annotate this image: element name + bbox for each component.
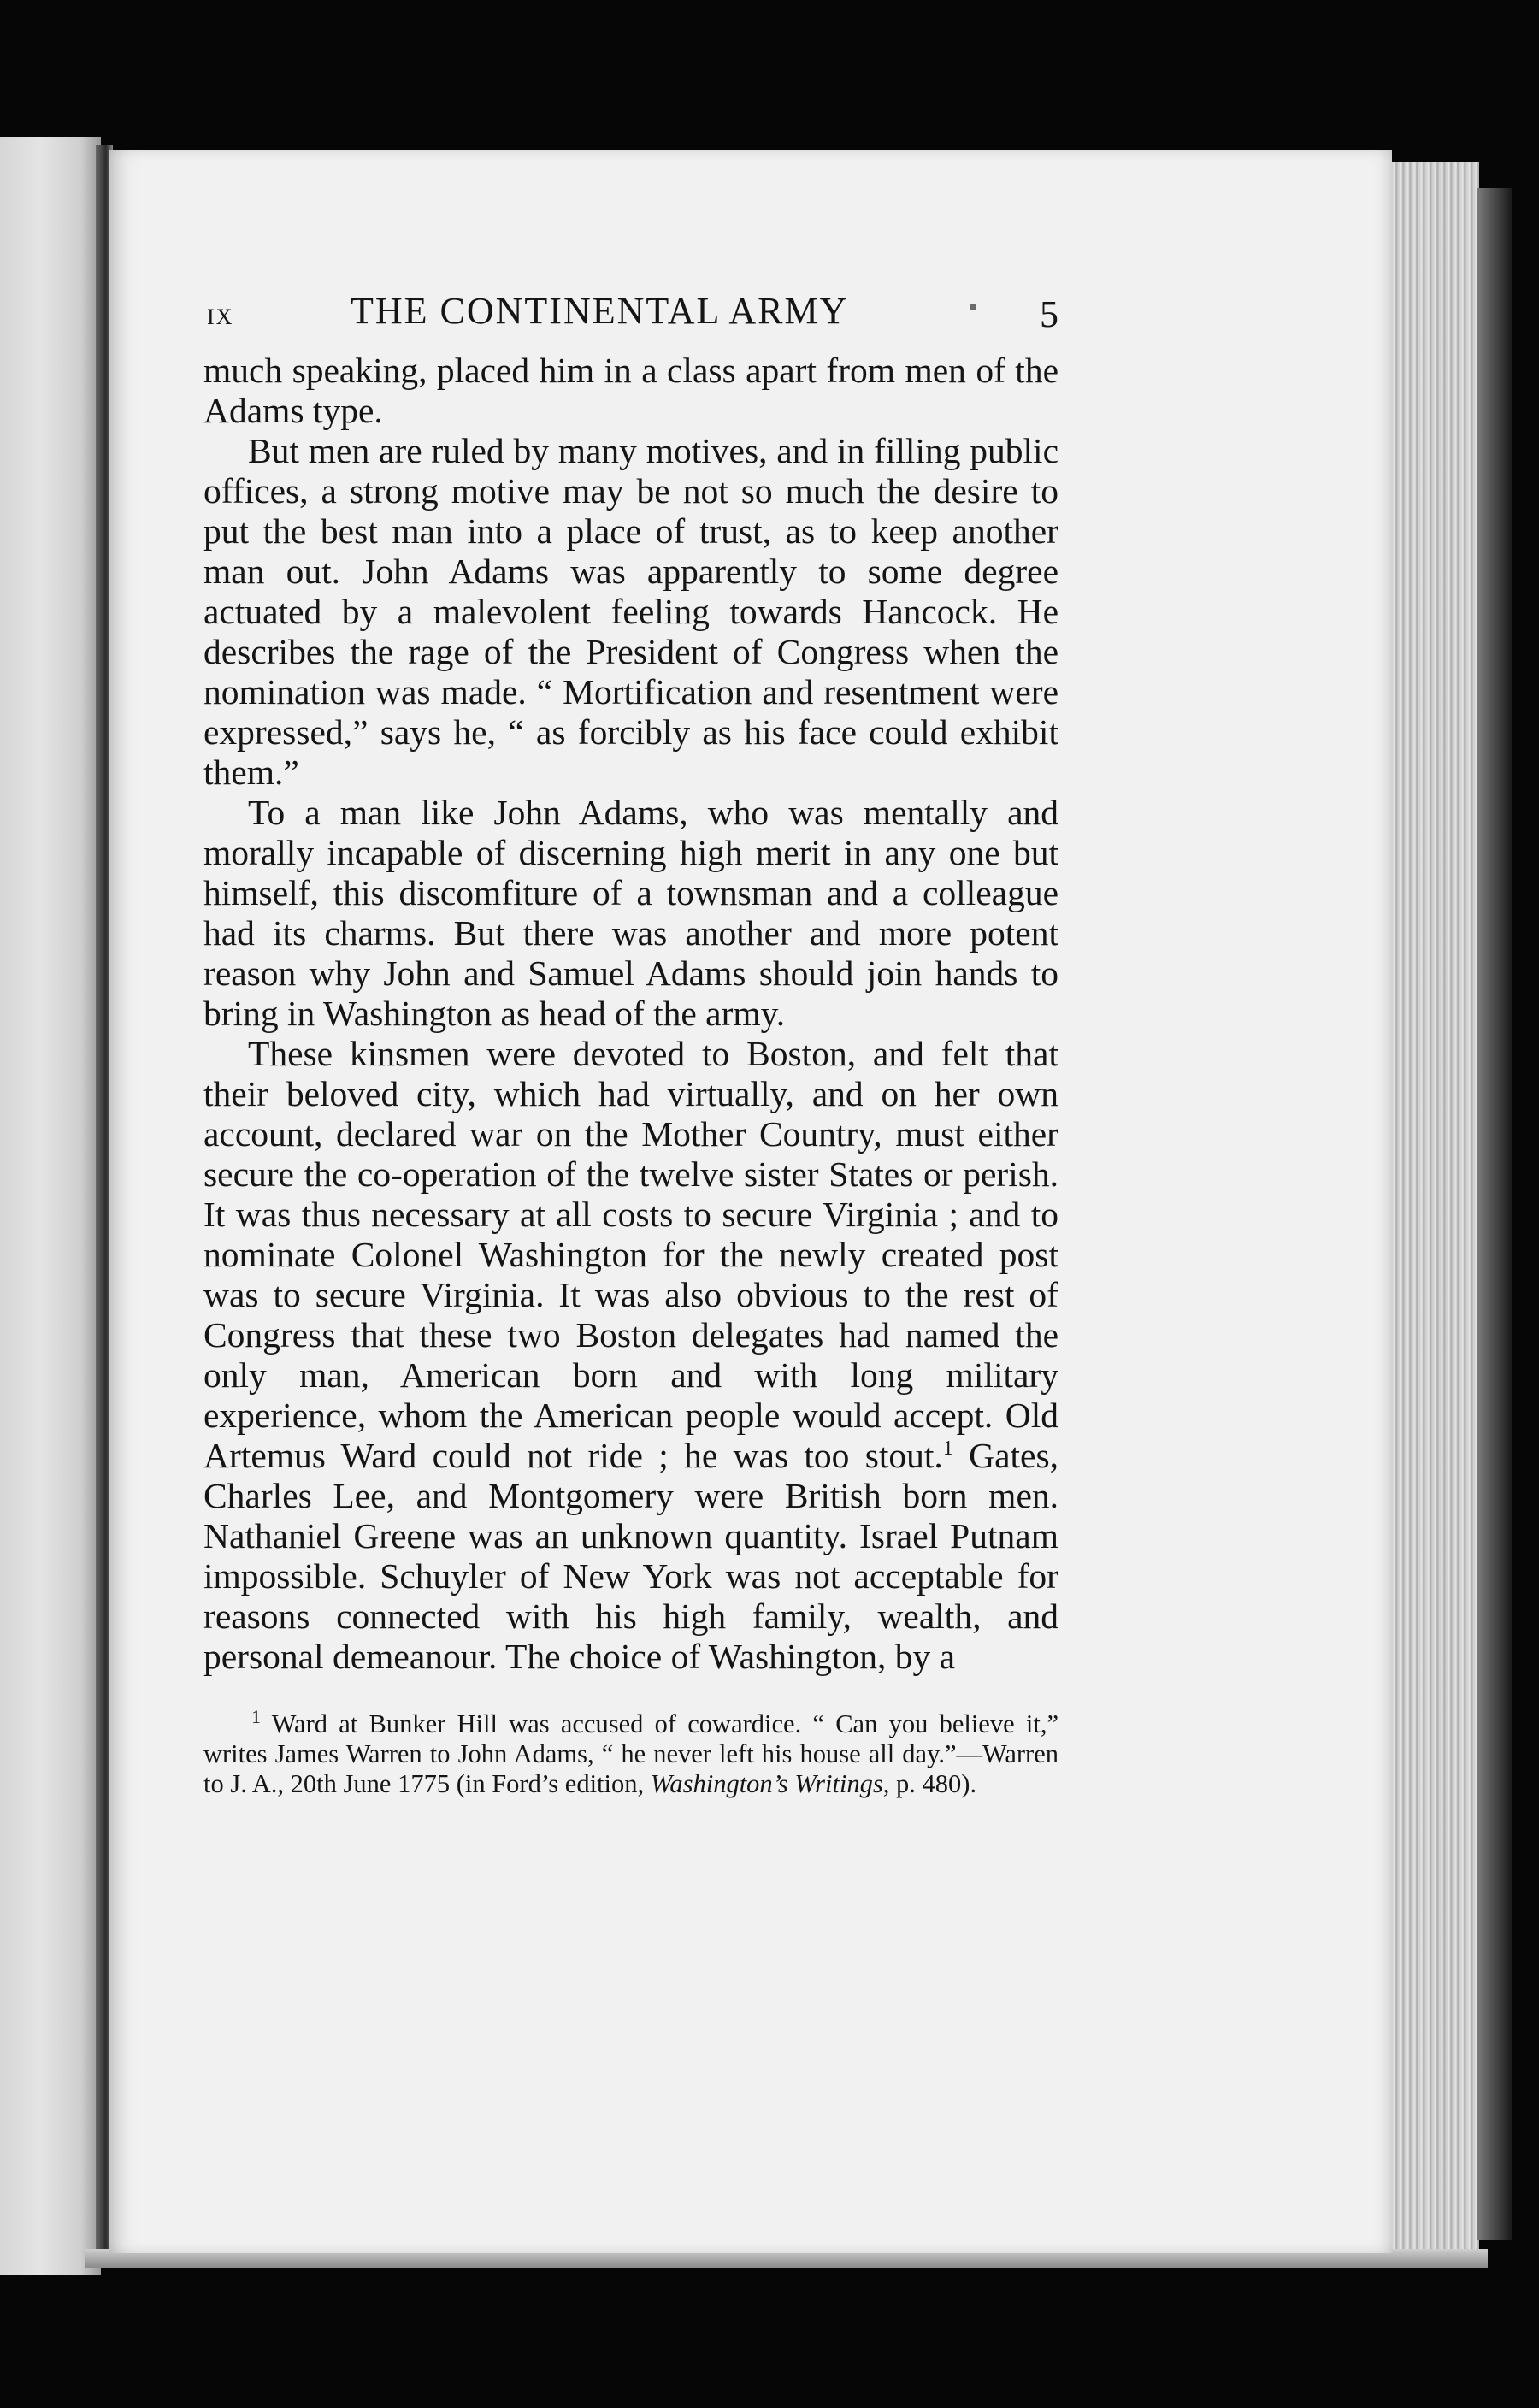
footnote-book-title: Washington’s Writings <box>650 1769 883 1798</box>
chapter-number: IX <box>207 304 234 329</box>
footnote-text: , p. 480). <box>882 1769 977 1798</box>
page-number: 5 <box>1040 293 1058 335</box>
running-head <box>203 282 1058 342</box>
page-text-block <box>203 282 1058 1799</box>
paragraph-text: These kinsmen were devoted to Boston, and felt that their beloved city, which had virtually, and on her own account, declared war on the Mother Country, must either secure the co-operation of the twelve sister States or perish. It was thus necessary at all costs to secure Virginia ; and to nominate Colonel Washington for the newly created post was to secure Virginia. It was also obvious to the rest of Congress that these two Boston delegates had named the only man, American born and with long military experience, whom the American people would accept. Old Artemus Ward could not ride ; he was too stout. <box>203 1034 1058 1475</box>
page-block-edges <box>1385 162 1479 2258</box>
paragraph: much speaking, placed him in a class apart from men of the Adams type. <box>203 351 1058 430</box>
footnote <box>203 1705 1058 1799</box>
book-edge-shadow <box>1477 188 1512 2240</box>
footnote-text: Ward at Bunker Hill was accused of cowardice. “ Can you believe it,” writes James Warren to John Adams, “ he never left his house all day.”—Warren to J. A., 20th June 1775 (in Ford’s edition, <box>203 1709 1058 1798</box>
running-title: THE CONTINENTAL ARMY <box>351 290 849 332</box>
body-text <box>203 351 1058 1677</box>
paragraph: To a man like John Adams, who was mentally and morally incapable of discerning high merit in any one but himself, this discomfiture of a townsman and a colleague had its charms. But there was another and more potent reason why John and Samuel Adams should join hands to bring in Washington as head of the army. <box>203 793 1058 1033</box>
paragraph-text: Gates, Charles Lee, and Montgomery were British born men. Nathaniel Greene was an unknown quantity. Israel Putnam impossible. Schuyler of New York was not acceptable for reasons connected with his high family, wealth, and personal demeanour. The choice of Washington, by a <box>203 1436 1058 1676</box>
paragraph <box>203 1034 1058 1677</box>
previous-page-edge <box>0 137 101 2275</box>
footnote-reference[interactable]: 1 <box>942 1437 953 1461</box>
paragraph: But men are ruled by many motives, and in filling public offices, a strong motive may be not so much the desire to put the best man into a place of trust, as to keep another man out. John Adams was apparently to some degree actuated by a malevolent feeling towards Hancock. He describes the rage of the President of Congress when the nomination was made. “ Mortification and resentment were expressed,” says he, “ as forcibly as his face could exhibit them.” <box>203 431 1058 792</box>
footnote-mark: 1 <box>251 1705 261 1727</box>
